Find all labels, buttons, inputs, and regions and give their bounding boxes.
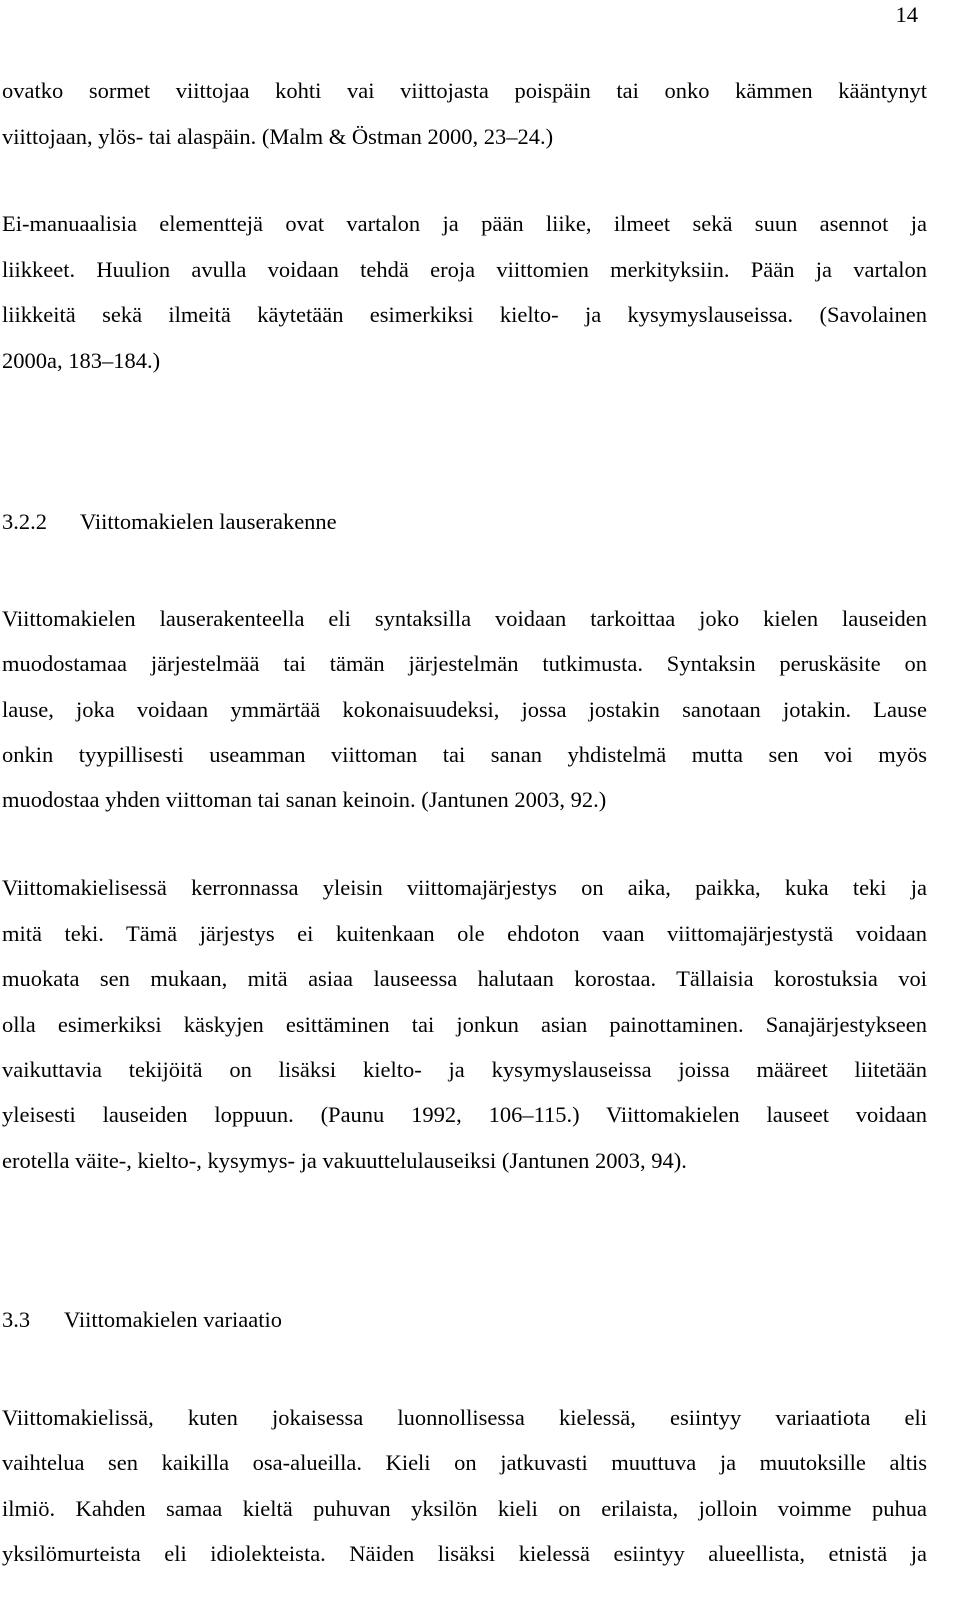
section-heading (2, 1305, 282, 1335)
text-line: Viittomakielen lauserakenteella eli syntaksilla voidaan tarkoittaa joko kielen lauseiden (2, 606, 927, 631)
text-line: liikkeitä sekä ilmeitä käytetään esimerkiksi kielto- ja kysymyslauseissa. (Savolainen (2, 302, 927, 327)
text-line: 2000a, 183–184.) (2, 348, 161, 373)
text-line: onkin tyypillisesti useamman viittoman tai sanan yhdistelmä mutta sen voi myös (2, 742, 927, 767)
text-line: olla esimerkiksi käskyjen esittäminen tai jonkun asian painottaminen. Sanajärjestykseen (2, 1012, 927, 1037)
text-line: lause, joka voidaan ymmärtää kokonaisuudeksi, jossa jostakin sanotaan jotakin. Lause (2, 697, 927, 722)
section-title: Viittomakielen lauserakenne (80, 509, 337, 534)
text-line: vaikuttavia tekijöitä on lisäksi kielto- ja kysymyslauseissa joissa määreet liitetään (2, 1057, 927, 1082)
text-line: viittojaan, ylös- tai alaspäin. (Malm & Östman 2000, 23–24.) (2, 124, 554, 149)
text-line: mitä teki. Tämä järjestys ei kuitenkaan ole ehdoton vaan viittomajärjestystä voidaan (2, 921, 927, 946)
text-line: Ei-manuaalisia elementtejä ovat vartalon ja pään liike, ilmeet sekä suun asennot ja (2, 211, 927, 236)
page-number: 14 (895, 2, 918, 27)
text-line: muodostaa yhden viittoman tai sanan keinoin. (Jantunen 2003, 92.) (2, 787, 607, 812)
text-line: vaihtelua sen kaikilla osa-alueilla. Kieli on jatkuvasti muuttuva ja muutoksille altis (2, 1450, 927, 1475)
text-line: yksilömurteista eli idiolekteista. Näiden lisäksi kielessä esiintyy alueellista, etnistä ja (2, 1541, 927, 1566)
text-line: erotella väite-, kielto-, kysymys- ja vakuuttelulauseiksi (Jantunen 2003, 94). (2, 1148, 687, 1173)
text-line: muokata sen mukaan, mitä asiaa lauseessa halutaan korostaa. Tällaisia korostuksia voi (2, 966, 927, 991)
text-line: Viittomakielisessä kerronnassa yleisin viittomajärjestys on aika, paikka, kuka teki ja (2, 875, 927, 900)
section-number: 3.2.2 (2, 509, 47, 534)
text-line: yleisesti lauseiden loppuun. (Paunu 1992, 106–115.) Viittomakielen lauseet voidaan (2, 1102, 927, 1127)
text-line: muodostamaa järjestelmää tai tämän järjestelmän tutkimusta. Syntaksin peruskäsite on (2, 651, 927, 676)
section-heading (2, 507, 337, 537)
text-line: liikkeet. Huulion avulla voidaan tehdä eroja viittomien merkityksiin. Pään ja vartalon (2, 257, 927, 282)
section-number: 3.3 (2, 1307, 31, 1332)
section-title: Viittomakielen variaatio (64, 1307, 282, 1332)
text-line: Viittomakielissä, kuten jokaisessa luonnollisessa kielessä, esiintyy variaatiota eli (2, 1405, 927, 1430)
text-line: ovatko sormet viittojaa kohti vai viittojasta poispäin tai onko kämmen kääntynyt (2, 78, 927, 103)
text-line: ilmiö. Kahden samaa kieltä puhuvan yksilön kieli on erilaista, jolloin voimme puhua (2, 1496, 927, 1521)
